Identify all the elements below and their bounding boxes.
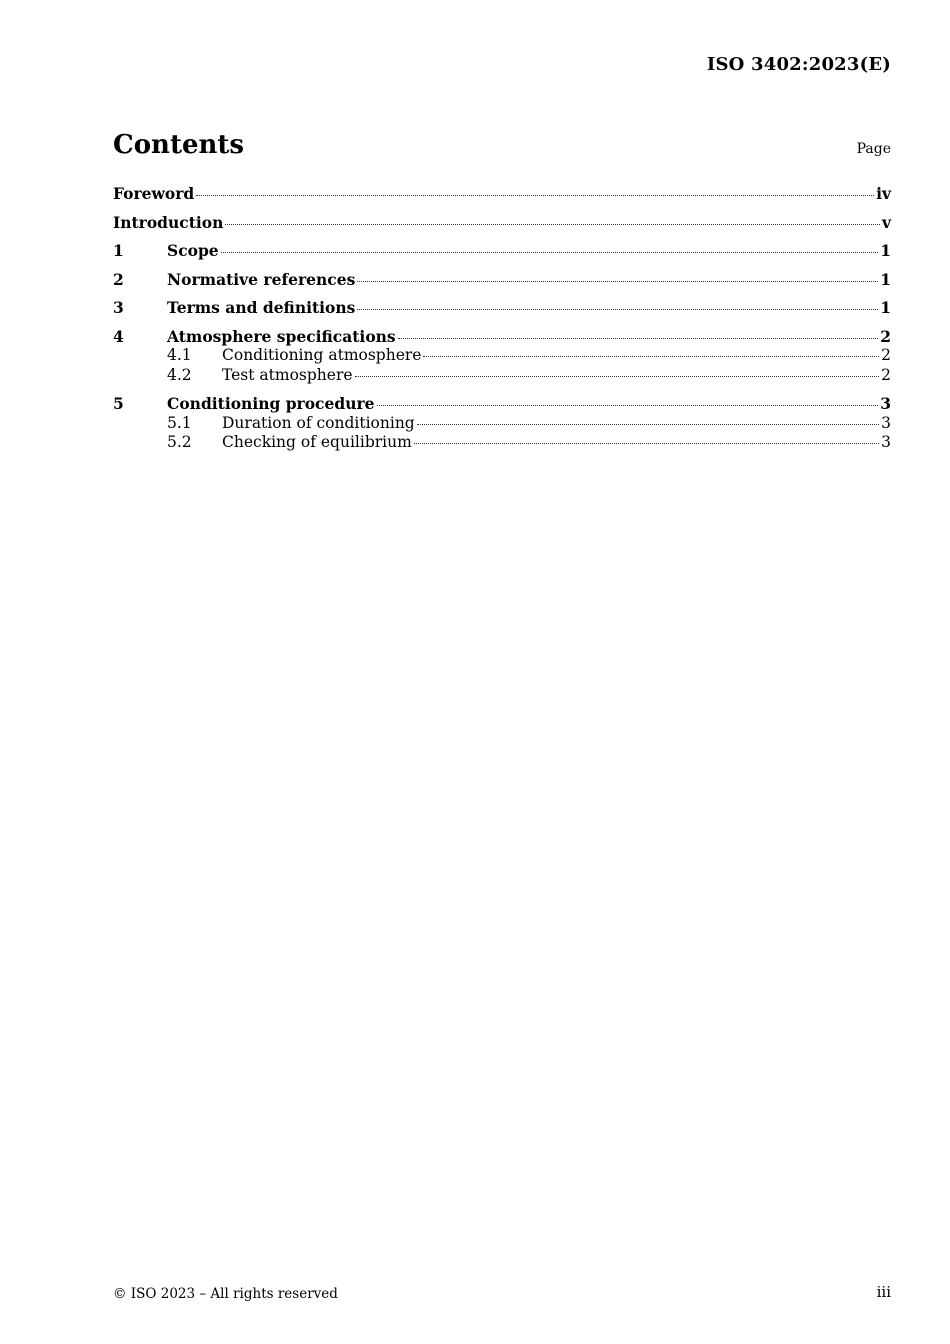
toc-entry-conditioning-atmosphere[interactable] <box>113 346 891 366</box>
toc-entry-conditioning-procedure[interactable] <box>113 394 891 414</box>
toc-entry-number: 1 <box>113 241 124 260</box>
toc-entry-title: Conditioning atmosphere <box>222 346 422 364</box>
toc-entry-number: 2 <box>113 269 124 289</box>
dot-leader <box>357 281 878 282</box>
toc-entry-title: Scope <box>167 241 219 260</box>
toc-entry-number: 3 <box>113 298 124 317</box>
toc-entry-page: 1 <box>880 269 891 289</box>
copyright-notice: © ISO 2023 – All rights reserved <box>113 1286 338 1302</box>
toc-entry-number: 4.2 <box>167 365 192 384</box>
toc-entry-title: Normative references <box>167 269 356 289</box>
toc-entry-title: Conditioning procedure <box>167 394 375 413</box>
toc-entry-normative-references[interactable] <box>113 270 891 299</box>
toc-entry-page: 3 <box>881 413 891 432</box>
dot-leader <box>196 195 874 196</box>
dot-leader <box>355 376 880 377</box>
toc-entry-title: Introduction <box>113 212 224 232</box>
toc-entry-title: Duration of conditioning <box>222 413 415 432</box>
dot-leader <box>417 424 879 425</box>
toc-entry-introduction[interactable] <box>113 213 891 242</box>
dot-leader <box>423 356 879 357</box>
toc-entry-page: 2 <box>880 326 891 346</box>
toc-entry-page: iv <box>876 184 891 203</box>
dot-leader <box>357 309 878 310</box>
dot-leader <box>225 224 880 225</box>
toc-entry-page: 1 <box>880 298 891 317</box>
document-identifier: ISO 3402:2023(E) <box>706 54 891 75</box>
toc-entry-title: Foreword <box>113 184 195 203</box>
toc-entry-atmosphere-specifications[interactable] <box>113 327 891 347</box>
toc-entry-terms-and-definitions[interactable] <box>113 298 891 327</box>
toc-entry-page: 3 <box>881 433 891 451</box>
toc-entry-title: Terms and definitions <box>167 298 356 317</box>
toc-entry-test-atmosphere[interactable] <box>113 366 891 395</box>
toc-entry-number: 5.1 <box>167 413 192 432</box>
dot-leader <box>414 443 879 444</box>
toc-entry-scope[interactable] <box>113 241 891 270</box>
toc-entry-page: 2 <box>881 365 891 384</box>
toc-entry-number: 5 <box>113 394 124 413</box>
toc-entry-number: 4.1 <box>167 346 192 364</box>
page-column-label: Page <box>856 141 891 157</box>
toc-entry-checking-of-equilibrium[interactable] <box>113 433 891 453</box>
page-title: Contents <box>113 130 245 160</box>
page-number: iii <box>876 1283 891 1301</box>
toc-entry-title: Test atmosphere <box>222 365 353 384</box>
dot-leader <box>221 252 879 253</box>
toc-entry-title: Atmosphere specifications <box>167 326 396 346</box>
toc-entry-page: 1 <box>880 241 891 260</box>
dot-leader <box>398 338 879 339</box>
toc-entry-page: 2 <box>881 346 891 364</box>
table-of-contents <box>113 184 891 453</box>
toc-entry-page: 3 <box>880 394 891 413</box>
dot-leader <box>377 405 879 406</box>
toc-entry-foreword[interactable] <box>113 184 891 213</box>
toc-entry-page: v <box>881 212 891 232</box>
toc-entry-number: 4 <box>113 326 124 346</box>
toc-entry-duration-of-conditioning[interactable] <box>113 414 891 434</box>
toc-entry-title: Checking of equilibrium <box>222 433 412 451</box>
toc-entry-number: 5.2 <box>167 433 192 451</box>
